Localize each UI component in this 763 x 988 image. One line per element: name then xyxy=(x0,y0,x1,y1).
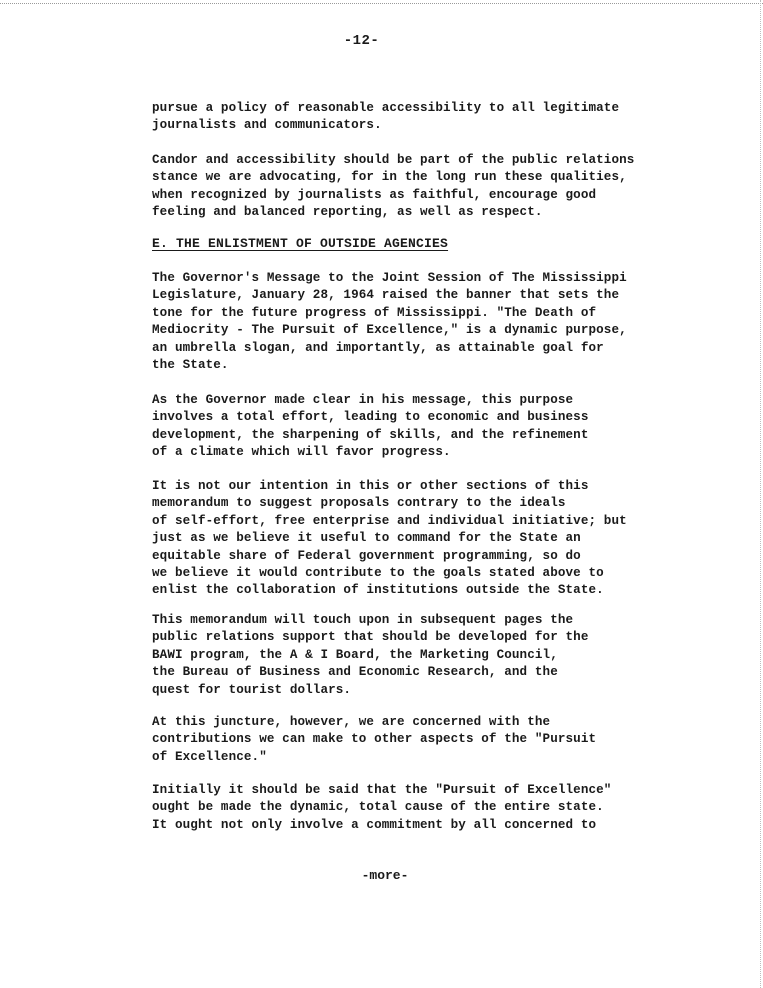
page-top-edge xyxy=(0,3,763,4)
paragraph-1-text: pursue a policy of reasonable accessibility to all legitimate journalists and communicators. xyxy=(152,101,620,133)
paragraph-3-text: The Governor's Message to the Joint Session of The Mississippi Legislature, January 28, 1964 raised the banner that sets the tone for the future progress of Mississippi. "The Death of Mediocrity - The Pursuit of Excellence," is a dynamic purpose, an umbrella slogan, and importantly, as attainable goal for the State. xyxy=(152,271,627,373)
paragraph-8 xyxy=(152,782,642,834)
paragraph-7 xyxy=(152,714,642,766)
paragraph-2-text: Candor and accessibility should be part of the public relations stance we are advocating, for in the long run these qualities, when recognized by journalists as faithful, encourage good feeling and balanced reporting, as well as respect. xyxy=(152,153,635,220)
footer-more: -more- xyxy=(361,868,409,883)
paragraph-6 xyxy=(152,612,642,699)
paragraph-1 xyxy=(152,100,642,135)
paragraph-4 xyxy=(152,392,642,462)
paragraph-8-text: Initially it should be said that the "Pursuit of Excellence" ought be made the dynamic, total cause of the entire state. It ought not only involve a commitment by all concerned to xyxy=(152,783,612,832)
page-right-edge xyxy=(760,0,761,988)
section-heading: E. THE ENLISTMENT OF OUTSIDE AGENCIES xyxy=(152,236,449,251)
paragraph-3 xyxy=(152,270,642,374)
paragraph-4-text: As the Governor made clear in his message, this purpose involves a total effort, leading to economic and business development, the sharpening of skills, and the refinement of a climate which will favor progress. xyxy=(152,393,589,460)
page-number: -12- xyxy=(343,33,380,49)
paragraph-7-text: At this juncture, however, we are concerned with the contributions we can make to other aspects of the "Pursuit of Excellence." xyxy=(152,715,597,764)
paragraph-6-text: This memorandum will touch upon in subsequent pages the public relations support that should be developed for the BAWI program, the A & I Board, the Marketing Council, the Bureau of Business and Economic Research, and the quest for tourist dollars. xyxy=(152,613,589,697)
paragraph-2 xyxy=(152,152,642,222)
paragraph-5-text: It is not our intention in this or other sections of this memorandum to suggest proposals contrary to the ideals of self-effort, free enterprise and individual initiative; but just as we believe it useful to command for the State an equitable share of Federal government programming, so do we believe it would contribute to the goals stated above to enlist the collaboration of institutions outside the State. xyxy=(152,479,627,598)
paragraph-5 xyxy=(152,478,642,600)
